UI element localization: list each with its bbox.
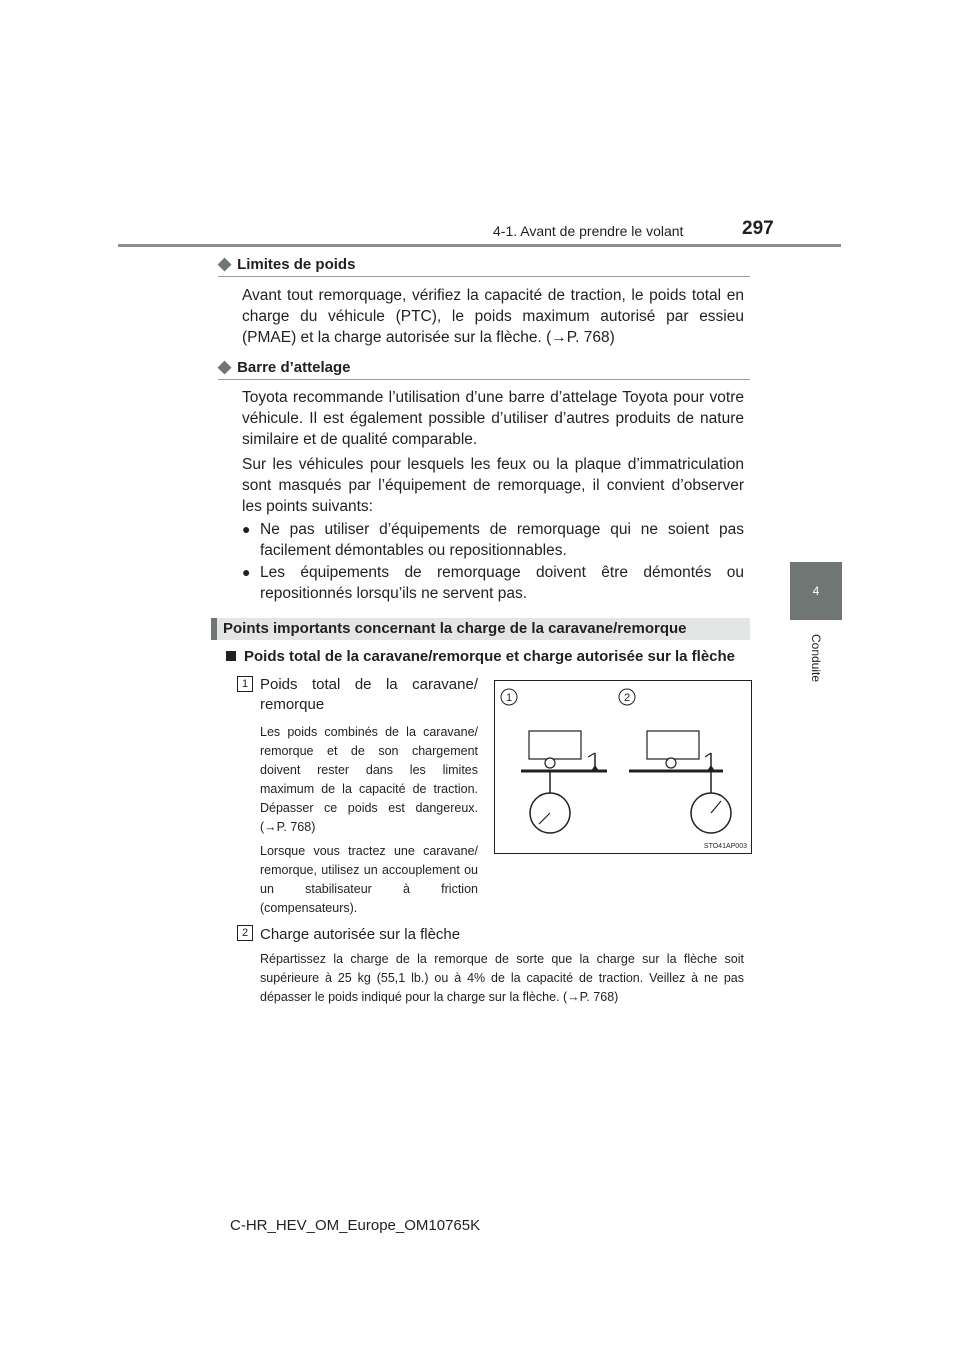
trailer-2-wheel	[666, 758, 676, 768]
document-id: C-HR_HEV_OM_Europe_OM10765K	[230, 1217, 481, 1234]
header-rule	[118, 244, 841, 247]
hitch-text-1: Toyota recommande l’utilisation d’une barre d’attelage Toyota pour votre véhicule. Il est également possible d’utiliser d’autres produits de nature similaire et de qualité comparable.	[242, 389, 744, 448]
item1-text-1: Les poids combinés de la caravane/ remorque et de son chargement doivent rester dans les limites maximum de la capacité de traction. Dépasser ce poids est dangereux. (→P. 768)	[260, 725, 478, 834]
trailer-1-body	[529, 731, 581, 759]
bullet-item	[242, 519, 744, 561]
item-number-1: 1	[237, 676, 253, 692]
chapter-label	[790, 628, 842, 688]
section-banner	[211, 618, 750, 640]
trailer-2-body	[647, 731, 699, 759]
item1-title: Poids total de la caravane/ remorque	[260, 676, 478, 713]
bullet-icon: ●	[242, 564, 251, 580]
diamond-icon: ◆	[218, 254, 232, 273]
bullet-text: Les équipements de remorquage doivent être démontés ou repositionnés lorsqu’ils ne servent pas.	[260, 564, 744, 602]
hitch-text-2: Sur les véhicules pour lesquels les feux ou la plaque d’immatriculation sont masqués par l’équipement de remorquage, il convient d’observer les points suivants:	[242, 456, 744, 515]
trailer-diagram	[495, 681, 751, 853]
hitch-heading	[218, 357, 350, 377]
banner-title: Points importants concernant la charge de la caravane/remorque	[223, 620, 687, 637]
load-heading-text: Poids total de la caravane/remorque et charge autorisée sur la flèche	[244, 648, 736, 665]
bullet-item	[242, 562, 744, 604]
diamond-icon: ◆	[218, 357, 232, 376]
item2-text: Répartissez la charge de la remorque de sorte que la charge sur la flèche soit supérieure à 25 kg (55,1 lb.) ou à 4% de la capacité de traction. Veillez à ne pas dépasser le poids indiqué pour la charge sur la flèche. (→P. 768)	[260, 952, 744, 1004]
trailer-load-figure	[494, 680, 752, 854]
weights-rule	[218, 276, 750, 277]
figure-code: STO41AP003	[703, 843, 747, 850]
item2-title: Charge autorisée sur la flèche	[260, 926, 461, 943]
section-title: 4-1. Avant de prendre le volant	[493, 223, 684, 239]
hitch-1-mark	[591, 765, 599, 771]
chapter-tab: 4	[790, 562, 842, 620]
bullet-icon: ●	[242, 521, 251, 537]
weights-heading-text: Limites de poids	[237, 256, 356, 273]
square-bullet-icon	[226, 651, 236, 661]
hitch-heading-text: Barre d’attelage	[237, 359, 351, 376]
load-heading	[226, 648, 735, 665]
banner-bar	[211, 618, 217, 640]
hitch-2-mark	[707, 765, 715, 771]
callout-2-label: 2	[623, 692, 631, 704]
bullet-text: Ne pas utiliser d’équipements de remorquage qui ne soient pas facilement démontables ou repositionnables.	[260, 521, 744, 559]
hitch-1-arrow	[588, 753, 595, 757]
page-number: 297	[742, 218, 774, 239]
hitch-2-arrow	[705, 753, 711, 757]
weights-text: Avant tout remorquage, vérifiez la capacité de traction, le poids total en charge du véhicule (PTC), le poids maximum autorisé par essieu (PMAE) et la charge autorisée sur la flèche. (→P. 768)	[242, 287, 744, 346]
chapter-label-text: Conduite	[809, 633, 823, 683]
hitch-rule	[218, 379, 750, 380]
weights-heading	[218, 254, 355, 274]
item1-text-2: Lorsque vous tractez une caravane/ remorque, utilisez un accouplement ou un stabilisateur à friction (compensateurs).	[260, 844, 478, 915]
trailer-1-wheel	[545, 758, 555, 768]
item-number-2: 2	[237, 925, 253, 941]
callout-1-label: 1	[505, 692, 513, 704]
